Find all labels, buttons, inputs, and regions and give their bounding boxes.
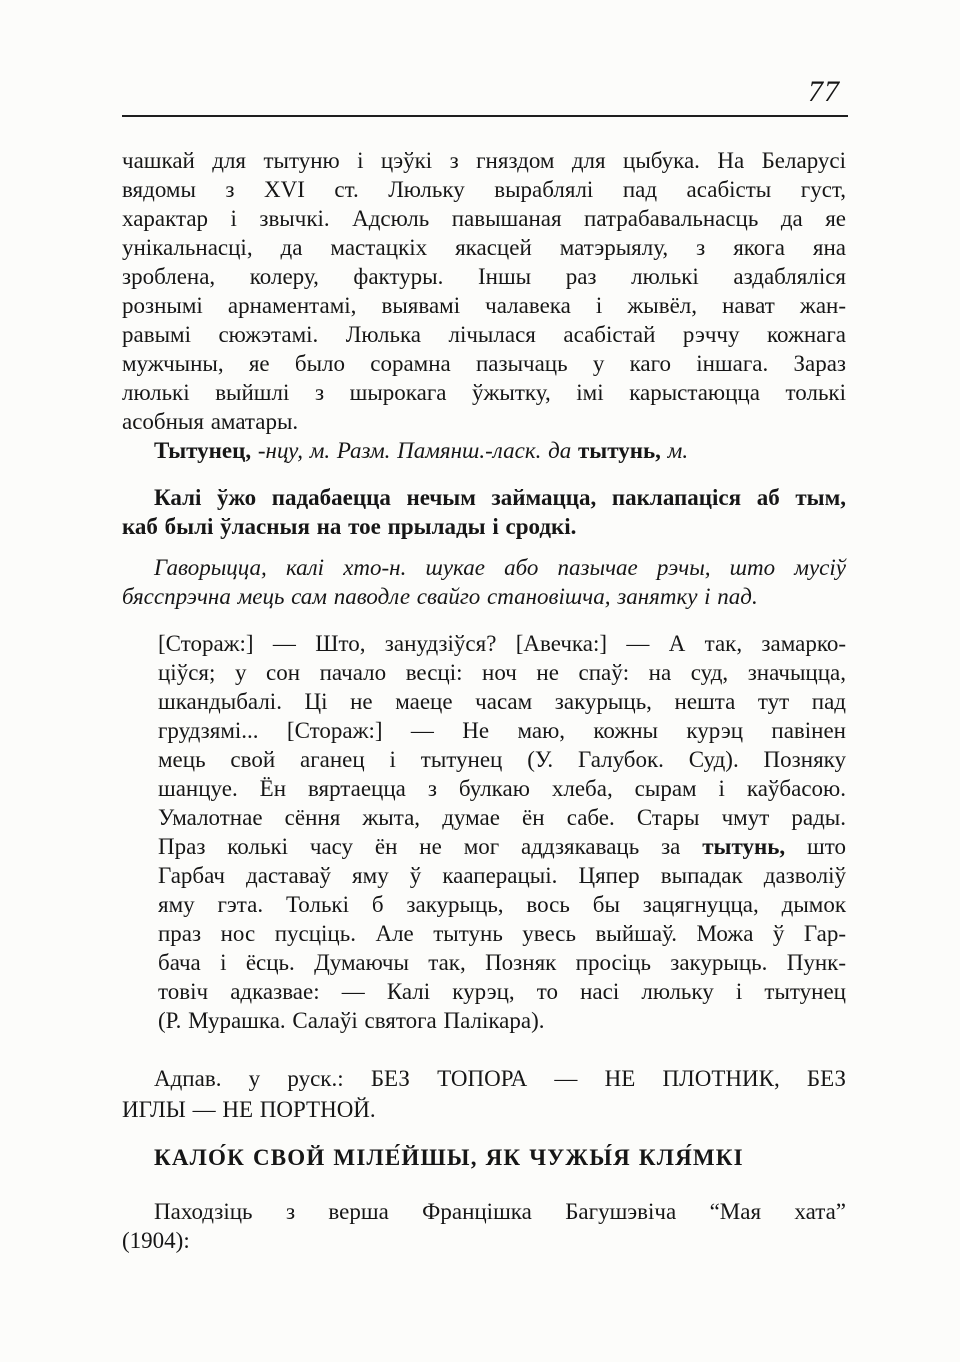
text-run: Калі ўжо падабаецца нечым займацца, паклапаціся аб тым, (154, 485, 846, 510)
text-run: унікальнасці, да мастацкіх якасцей матэрыялу, з якога яна (122, 235, 846, 260)
text-line (122, 378, 846, 407)
text-run: тытунь, (577, 438, 661, 463)
proverb-heading (122, 1143, 846, 1173)
russian-equivalent-paragraph (122, 1063, 846, 1125)
text-line (122, 512, 846, 541)
text-run: мець свой аганец і тытунец (У. Галубок. Суд). Позняку (158, 747, 846, 772)
text-run: шанцуе. Ён вяртаецца з булкаю хлеба, сырам і каўбасою. (158, 776, 846, 801)
text-run: м. (667, 438, 689, 463)
text-line (122, 483, 846, 512)
text-run: люлькі выйшлі з шырокага ўжытку, імі карыстаюцца толькі (122, 380, 846, 405)
text-run: яму гэта. Толькі б закурыць, вось бы зацягнуцца, дымок (158, 892, 846, 917)
text-line (158, 716, 846, 745)
text-line (122, 553, 846, 582)
text-run (251, 438, 258, 463)
origin-paragraph (122, 1197, 846, 1255)
header-rule (122, 115, 848, 117)
text-line (122, 582, 846, 611)
text-run: (1904): (122, 1228, 190, 1253)
text-run: товіч адказвае: — Калі курэц, то насі люльку і тытунец (158, 979, 846, 1004)
text-line (122, 320, 846, 349)
text-run: Адпав. у руск.: БЕЗ ТОПОРА — НЕ ПЛОТНИК, БЕЗ (154, 1066, 846, 1091)
text-run: грудзямі... [Стораж:] — Не маю, кожны курэц павінен (158, 718, 846, 743)
usage-note-paragraph (122, 483, 846, 541)
meaning-note-paragraph (122, 553, 846, 611)
page-number: 77 (808, 75, 840, 108)
text-line (122, 1226, 846, 1255)
text-run: Гарбач даставаў яму ў кааперацыі. Цяпер выпадак дазволіў (158, 863, 846, 888)
text-line (122, 1197, 846, 1226)
text-line (158, 629, 846, 658)
text-run: ИГЛЫ — НЕ ПОРТНОЙ. (122, 1097, 376, 1122)
text-line (158, 948, 846, 977)
text-run: бача і ёсць. Думаючы так, Позняк просіць закурыць. Пунк- (158, 950, 846, 975)
text-run: што (785, 834, 846, 859)
text-run: (Р. Мурашка. Салаўі святога Палікара). (158, 1008, 545, 1033)
text-line (158, 774, 846, 803)
text-line (158, 803, 846, 832)
text-line (122, 407, 846, 436)
quotation-block (158, 629, 846, 1035)
text-line (158, 890, 846, 919)
text-line (122, 1094, 846, 1125)
text-line (122, 204, 846, 233)
text-run: праз нос пусціць. Але тытунь увесь выйшаў. Можа ў Гар- (158, 921, 846, 946)
text-run: бясспрэчна мець сам паводле свайго становішча, занятку і пад. (122, 584, 758, 609)
text-run: вядомы з XVI ст. Люльку выраблялі пад асабісты густ, (122, 177, 846, 202)
text-line (122, 1143, 846, 1173)
text-line (122, 436, 846, 465)
text-run: Умалотнае сёння жыта, думае ён сабе. Стары чмут рады. (158, 805, 846, 830)
text-line (122, 349, 846, 378)
text-run: Гаворыцца, калі хто-н. шукае або пазычае рэчы, што мусіў (154, 555, 846, 580)
dictionary-entry-line (122, 436, 846, 465)
text-run: -нцу, м. Разм. Памянш.-ласк. да (257, 438, 572, 463)
text-run: Тытунец, (154, 438, 252, 463)
text-run: каб былі ўласныя на тое прылады і сродкі. (122, 514, 577, 539)
text-line (158, 1006, 846, 1035)
text-line (158, 687, 846, 716)
text-line (158, 832, 846, 861)
text-run: рознымі арнаментамі, выявамі чалавека і жывёл, нават жан- (122, 293, 846, 318)
text-line (158, 658, 846, 687)
page-body (122, 146, 846, 1255)
text-line (122, 1063, 846, 1094)
text-line (158, 977, 846, 1006)
text-run: чашкай для тытуню і цэўкі з гняздом для цыбука. На Беларусі (122, 148, 846, 173)
text-run: шкандыбалі. Ці не маеце часам закурыць, нешта тут пад (158, 689, 846, 714)
text-run: мужчыны, яе было сорамна пазычаць у каго іншага. Зараз (122, 351, 846, 376)
text-run (571, 438, 578, 463)
text-line (158, 919, 846, 948)
text-line (122, 175, 846, 204)
text-line (122, 291, 846, 320)
text-run: Праз колькі часу ён не мог аддзякаваць за (158, 834, 703, 859)
text-line (158, 745, 846, 774)
text-line (158, 861, 846, 890)
text-line (122, 262, 846, 291)
text-line (122, 146, 846, 175)
text-run: асобныя аматары. (122, 409, 299, 434)
text-run: зроблена, колеру, фактуры. Іншы раз люлькі аздабляліся (122, 264, 846, 289)
intro-paragraph (122, 146, 846, 436)
text-run: характар і звычкі. Адсюль павышаная патрабавальнасць да яе (122, 206, 846, 231)
text-run: равымі сюжэтамі. Люлька лічылася асабістай рэччу кожнага (122, 322, 846, 347)
text-run: [Стораж:] — Што, занудзіўся? [Авечка:] — А так, замарко- (158, 631, 846, 656)
text-line (122, 233, 846, 262)
text-run: КАЛО́К СВОЙ МІЛЕ́ЙШЫ, ЯК ЧУЖЫ́Я КЛЯ́МКІ (154, 1145, 744, 1170)
text-run: ціўся; у сон пачало весці: ноч не спаў: на суд, значыцца, (158, 660, 846, 685)
text-run: Паходзіць з верша Францішка Багушэвіча “Мая хата” (154, 1199, 846, 1224)
text-run: тытунь, (702, 834, 786, 859)
text-run (661, 438, 668, 463)
